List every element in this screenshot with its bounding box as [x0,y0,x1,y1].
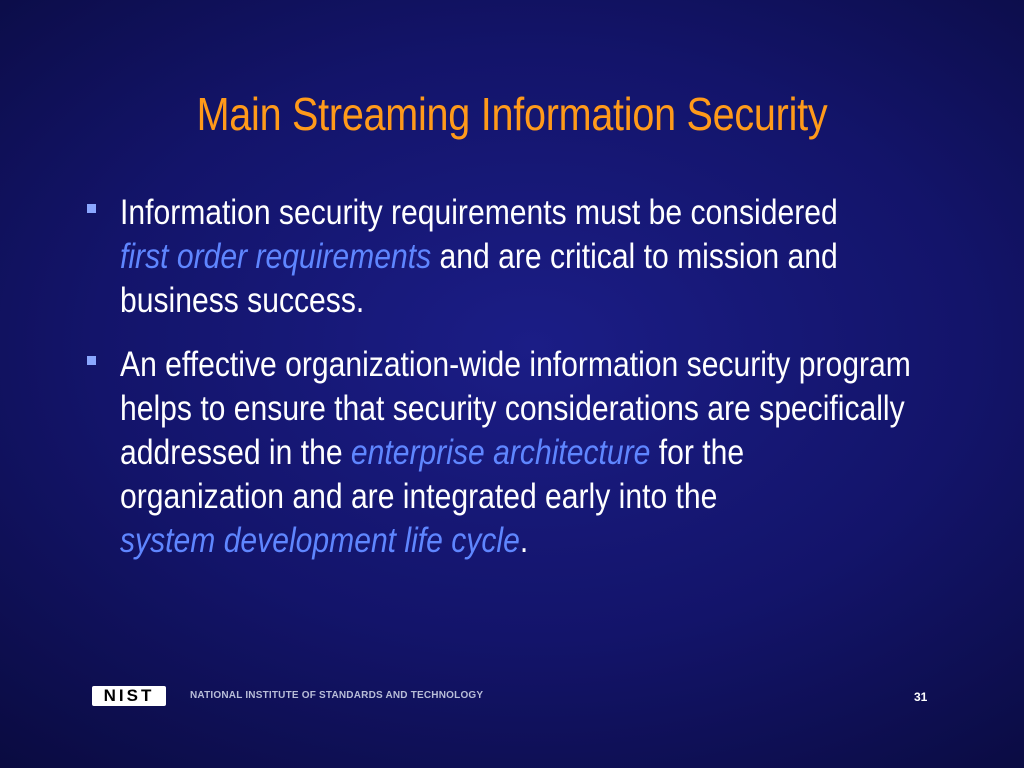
emphasis-text: enterprise architecture [350,433,651,472]
bullet-text [120,343,911,563]
footer-organization: NATIONAL INSTITUTE OF STANDARDS AND TECHNOLOGY [190,690,484,701]
page-number: 31 [914,690,928,704]
bullet-item [84,343,984,563]
square-bullet-icon [87,356,96,365]
bullet-item [84,191,984,323]
emphasis-text: first order requirements [120,237,432,276]
text-segment: and are critical to mission and business success. [120,237,838,320]
text-segment: . [519,521,529,560]
text-segment: for the organization and are integrated early into the [120,433,745,516]
text-segment: Information security requirements must be considered [120,193,838,232]
square-bullet-icon [87,204,96,213]
slide-title: Main Streaming Information Security [196,88,828,140]
nist-logo-text: NIST [103,686,155,705]
emphasis-text: system development life cycle [120,521,520,560]
bullet-text [120,191,911,323]
nist-logo [92,686,166,706]
text-segment: An effective organization-wide information security program helps to ensure that security considerations are specifically addressed in the [120,345,911,472]
bullet-list [84,191,984,583]
